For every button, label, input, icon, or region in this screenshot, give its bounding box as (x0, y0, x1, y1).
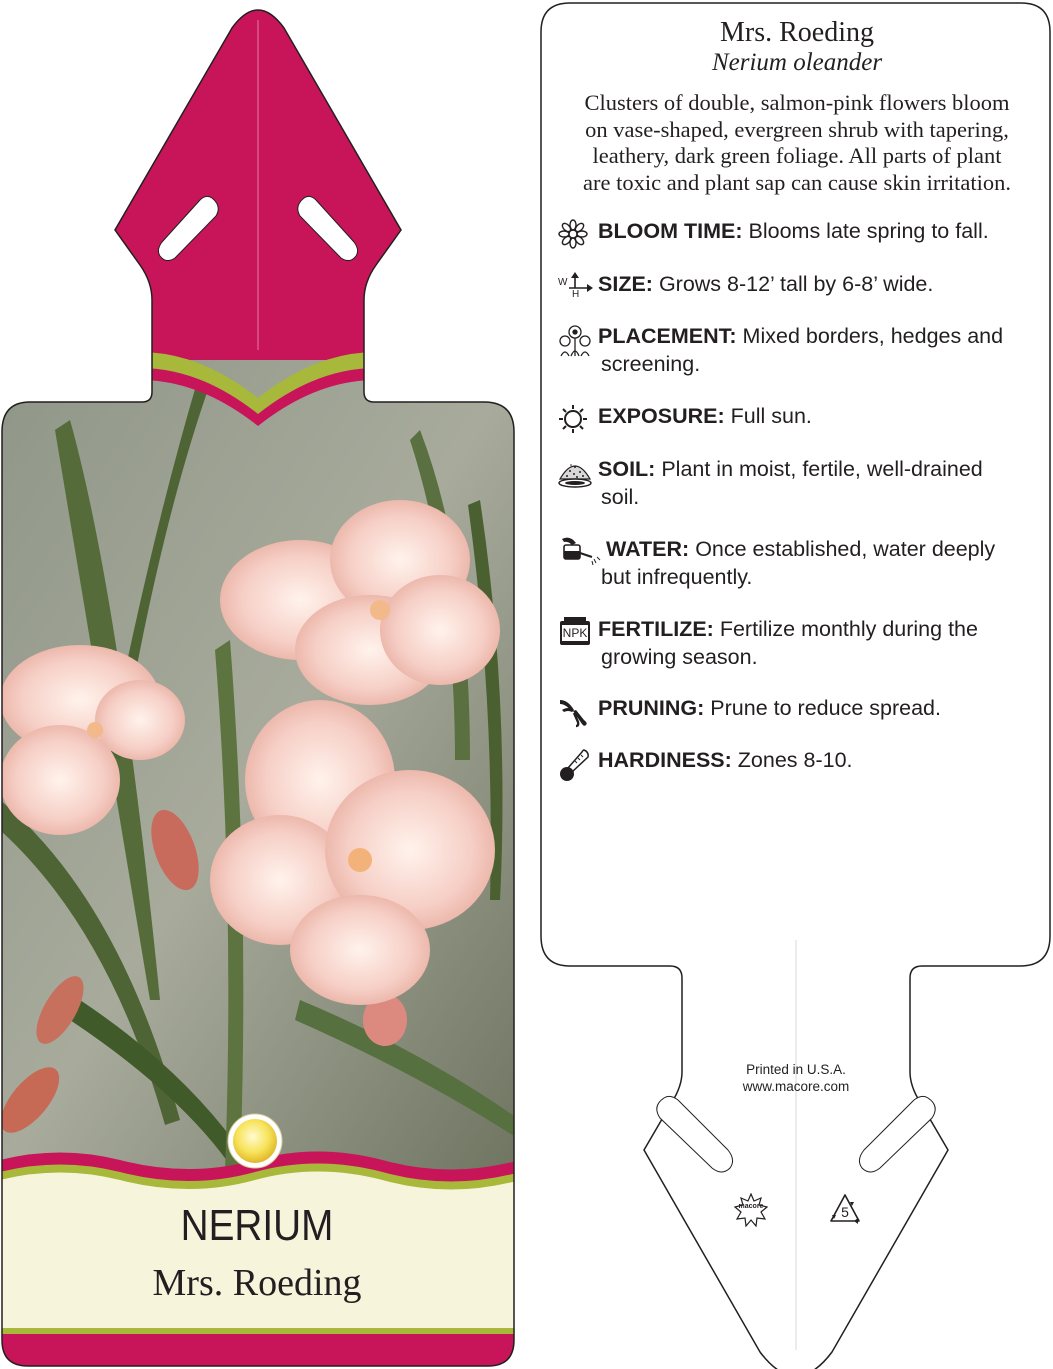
description-line: Clusters of double, salmon-pink flowers bloom (584, 90, 1010, 115)
flower-icon (558, 219, 594, 247)
sun-outline-icon (558, 404, 594, 432)
care-label: PRUNING: (598, 696, 705, 720)
pruning-shears-icon (558, 696, 594, 724)
width-letter: W (558, 277, 568, 288)
thermometer-icon (558, 748, 594, 776)
care-text-continued: screening. (601, 352, 701, 376)
care-text: Mixed borders, hedges and (742, 324, 1004, 348)
printed-in-text: Printed in U.S.A. (746, 1062, 846, 1077)
npk-text: NPK (562, 626, 588, 640)
care-label: SIZE: (598, 272, 653, 296)
care-text: Plant in moist, fertile, well-drained (661, 457, 983, 481)
care-label: EXPOSURE: (598, 404, 725, 428)
care-label: SOIL: (598, 457, 656, 481)
care-label: BLOOM TIME: (598, 219, 743, 243)
watering-can-icon (558, 537, 602, 565)
macore-logo-text: macore (738, 1203, 764, 1210)
plant-variety: Mrs. Roeding (152, 1262, 362, 1304)
size-arrows-icon (558, 272, 594, 300)
care-label: PLACEMENT: (598, 324, 737, 348)
description-line: leathery, dark green foliage. All parts of plant (592, 143, 1002, 168)
recycle-icon (828, 1193, 862, 1225)
garden-plants-icon (558, 324, 594, 352)
care-text: Full sun. (730, 404, 812, 428)
plant-genus: NERIUM (180, 1201, 334, 1250)
description-line: are toxic and plant sap can cause skin irritation. (583, 169, 1011, 195)
website-text: www.macore.com (742, 1079, 850, 1094)
care-label: WATER: (606, 537, 690, 561)
care-text: Fertilize monthly during the (719, 617, 978, 641)
care-text: Grows 8-12’ tall by 6-8’ wide. (658, 272, 934, 296)
description-line: on vase-shaped, evergreen shrub with tapering, (585, 116, 1009, 142)
soil-mound-icon (558, 457, 594, 485)
care-text: Prune to reduce spread. (710, 696, 941, 720)
care-text-continued: growing season. (601, 645, 758, 669)
care-label: HARDINESS: (598, 748, 732, 772)
care-text-continued: but infrequently. (601, 565, 753, 589)
care-text: Once established, water deeply (695, 537, 996, 561)
fertilizer-bag-icon (558, 615, 594, 643)
height-letter: H (572, 289, 580, 300)
care-text: Blooms late spring to fall. (748, 219, 989, 243)
macore-logo (734, 1193, 768, 1227)
plant-description (541, 90, 1053, 196)
back-botanical-name: Nerium oleander (711, 49, 883, 76)
care-label: FERTILIZE: (598, 617, 714, 641)
back-plant-name: Mrs. Roeding (720, 17, 874, 48)
recycle-code: 5 (841, 1204, 849, 1220)
care-text: Zones 8-10. (737, 748, 853, 772)
care-text-continued: soil. (601, 485, 640, 509)
